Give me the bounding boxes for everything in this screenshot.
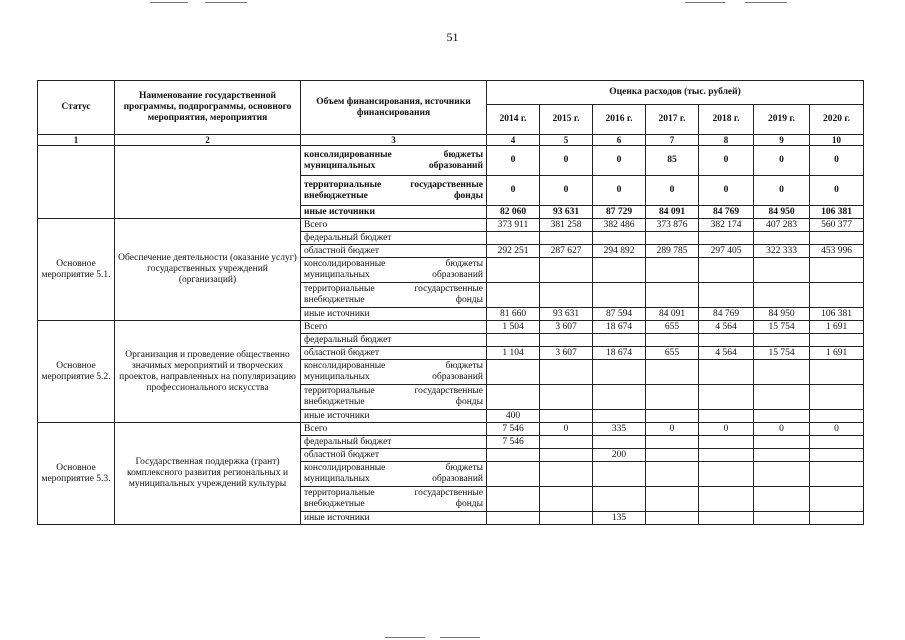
name-cell: Обеспечение деятельности (оказание услуг) государственных учреждений (организаций) (115, 219, 301, 321)
status-cell (38, 146, 115, 219)
value-cell: 0 (593, 176, 646, 206)
value-cell: 18 674 (593, 321, 646, 334)
value-cell (810, 487, 864, 512)
value-cell: 560 377 (810, 219, 864, 232)
value-cell (754, 436, 810, 449)
table-row (38, 219, 864, 232)
value-cell (754, 512, 810, 525)
header-year: 2014 г. (487, 105, 540, 135)
funding-source: консолидированные бюджеты муниципальных образований (301, 462, 487, 487)
funding-source: Всего (301, 321, 487, 334)
funding-source: федеральный бюджет (301, 232, 487, 245)
value-cell (754, 487, 810, 512)
value-cell (810, 334, 864, 347)
value-cell: 15 754 (754, 321, 810, 334)
value-cell: 200 (593, 449, 646, 462)
value-cell (810, 462, 864, 487)
funding-source: иные источники (301, 206, 487, 219)
value-cell: 84 769 (699, 206, 754, 219)
funding-source: Всего (301, 219, 487, 232)
header-estimate: Оценка расходов (тыс. рублей) (487, 81, 864, 105)
value-cell (754, 462, 810, 487)
name-cell (115, 146, 301, 219)
value-cell: 322 333 (754, 245, 810, 258)
funding-source: территориальные государственные внебюджетные фонды (301, 283, 487, 308)
header-year: 2019 г. (754, 105, 810, 135)
value-cell: 655 (646, 347, 699, 360)
value-cell: 407 283 (754, 219, 810, 232)
value-cell: 84 950 (754, 206, 810, 219)
value-cell (646, 487, 699, 512)
funding-source: федеральный бюджет (301, 334, 487, 347)
value-cell: 400 (487, 410, 540, 423)
funding-source: областной бюджет (301, 347, 487, 360)
value-cell (593, 462, 646, 487)
column-index: 6 (593, 135, 646, 146)
value-cell (810, 360, 864, 385)
funding-source: консолидированные бюджеты муниципальных образований (301, 146, 487, 176)
value-cell: 381 258 (540, 219, 593, 232)
value-cell (487, 385, 540, 410)
value-cell: 7 546 (487, 436, 540, 449)
value-cell: 0 (487, 176, 540, 206)
value-cell: 382 486 (593, 219, 646, 232)
value-cell (593, 258, 646, 283)
value-cell: 1 104 (487, 347, 540, 360)
value-cell (754, 232, 810, 245)
column-index: 9 (754, 135, 810, 146)
status-cell: Основное мероприятие 5.2. (38, 321, 115, 423)
funding-source: территориальные государственные внебюджетные фонды (301, 385, 487, 410)
value-cell (593, 436, 646, 449)
value-cell (699, 360, 754, 385)
column-index: 10 (810, 135, 864, 146)
value-cell (699, 385, 754, 410)
value-cell: 0 (810, 176, 864, 206)
value-cell: 655 (646, 321, 699, 334)
value-cell (754, 283, 810, 308)
value-cell: 292 251 (487, 245, 540, 258)
value-cell: 18 674 (593, 347, 646, 360)
value-cell (487, 512, 540, 525)
value-cell: 289 785 (646, 245, 699, 258)
value-cell: 0 (540, 176, 593, 206)
funding-source: областной бюджет (301, 449, 487, 462)
scan-mark (205, 2, 247, 3)
column-index: 5 (540, 135, 593, 146)
value-cell (810, 283, 864, 308)
value-cell: 7 546 (487, 423, 540, 436)
value-cell (646, 462, 699, 487)
status-cell: Основное мероприятие 5.1. (38, 219, 115, 321)
value-cell: 106 381 (810, 206, 864, 219)
value-cell: 0 (810, 423, 864, 436)
value-cell (540, 232, 593, 245)
value-cell: 0 (754, 176, 810, 206)
funding-source: территориальные государственные внебюджетные фонды (301, 176, 487, 206)
header-year: 2015 г. (540, 105, 593, 135)
value-cell: 87 594 (593, 308, 646, 321)
scan-mark (685, 2, 725, 3)
value-cell (754, 334, 810, 347)
column-index: 3 (301, 135, 487, 146)
value-cell (646, 436, 699, 449)
value-cell (699, 232, 754, 245)
value-cell (540, 283, 593, 308)
value-cell (699, 334, 754, 347)
value-cell (699, 410, 754, 423)
value-cell (754, 410, 810, 423)
value-cell (810, 258, 864, 283)
value-cell (699, 436, 754, 449)
value-cell: 0 (754, 423, 810, 436)
value-cell (646, 385, 699, 410)
header-year: 2017 г. (646, 105, 699, 135)
value-cell (487, 283, 540, 308)
value-cell (593, 283, 646, 308)
value-cell (699, 449, 754, 462)
table-row (38, 146, 864, 176)
funding-source: иные источники (301, 512, 487, 525)
scan-mark (440, 637, 480, 638)
page-number: 51 (446, 30, 459, 44)
funding-source: иные источники (301, 308, 487, 321)
value-cell: 3 607 (540, 347, 593, 360)
value-cell (754, 385, 810, 410)
value-cell: 0 (810, 146, 864, 176)
value-cell: 93 631 (540, 308, 593, 321)
value-cell (699, 512, 754, 525)
value-cell (646, 449, 699, 462)
value-cell: 335 (593, 423, 646, 436)
value-cell: 84 950 (754, 308, 810, 321)
value-cell (646, 360, 699, 385)
value-cell (646, 232, 699, 245)
value-cell: 84 769 (699, 308, 754, 321)
value-cell: 106 381 (810, 308, 864, 321)
value-cell (540, 462, 593, 487)
value-cell (487, 487, 540, 512)
value-cell: 85 (646, 146, 699, 176)
value-cell: 1 691 (810, 321, 864, 334)
column-index: 1 (38, 135, 115, 146)
value-cell (699, 487, 754, 512)
value-cell (487, 449, 540, 462)
value-cell: 84 091 (646, 308, 699, 321)
table-row (38, 321, 864, 334)
funding-source: иные источники (301, 410, 487, 423)
value-cell (487, 258, 540, 283)
value-cell: 453 996 (810, 245, 864, 258)
value-cell (646, 283, 699, 308)
value-cell (754, 360, 810, 385)
value-cell (754, 449, 810, 462)
value-cell (540, 410, 593, 423)
column-index: 8 (699, 135, 754, 146)
value-cell: 0 (699, 423, 754, 436)
header-name: Наименование государственной программы, подпрограммы, основного мероприятия, мероприятия (115, 81, 301, 135)
value-cell (810, 385, 864, 410)
value-cell: 297 405 (699, 245, 754, 258)
value-cell (810, 232, 864, 245)
value-cell (487, 462, 540, 487)
header-year: 2018 г. (699, 105, 754, 135)
value-cell (487, 360, 540, 385)
value-cell (593, 334, 646, 347)
value-cell: 87 729 (593, 206, 646, 219)
value-cell: 294 892 (593, 245, 646, 258)
value-cell: 0 (646, 423, 699, 436)
value-cell (754, 258, 810, 283)
header-year: 2016 г. (593, 105, 646, 135)
value-cell (540, 436, 593, 449)
column-index: 4 (487, 135, 540, 146)
value-cell (646, 512, 699, 525)
table-row (38, 423, 864, 436)
value-cell: 373 911 (487, 219, 540, 232)
value-cell (699, 462, 754, 487)
value-cell (540, 449, 593, 462)
value-cell: 4 564 (699, 347, 754, 360)
value-cell (699, 283, 754, 308)
budget-table (37, 80, 864, 525)
value-cell: 81 660 (487, 308, 540, 321)
value-cell: 15 754 (754, 347, 810, 360)
header-funding: Объем финансирования, источники финансирования (301, 81, 487, 135)
funding-source: территориальные государственные внебюджетные фонды (301, 487, 487, 512)
value-cell: 135 (593, 512, 646, 525)
value-cell (646, 334, 699, 347)
funding-source: федеральный бюджет (301, 436, 487, 449)
header-status: Статус (38, 81, 115, 135)
value-cell (540, 385, 593, 410)
value-cell: 3 607 (540, 321, 593, 334)
funding-source: Всего (301, 423, 487, 436)
value-cell: 0 (699, 176, 754, 206)
value-cell: 0 (754, 146, 810, 176)
scan-mark (150, 2, 188, 3)
value-cell: 0 (540, 423, 593, 436)
value-cell (810, 410, 864, 423)
value-cell: 84 091 (646, 206, 699, 219)
value-cell: 82 060 (487, 206, 540, 219)
value-cell: 0 (540, 146, 593, 176)
value-cell: 382 174 (699, 219, 754, 232)
value-cell: 287 627 (540, 245, 593, 258)
header-year: 2020 г. (810, 105, 864, 135)
scan-mark (385, 637, 425, 638)
value-cell (593, 410, 646, 423)
value-cell (540, 360, 593, 385)
value-cell: 1 691 (810, 347, 864, 360)
scan-mark (745, 2, 787, 3)
value-cell: 0 (487, 146, 540, 176)
value-cell: 0 (699, 146, 754, 176)
value-cell: 0 (646, 176, 699, 206)
value-cell (540, 334, 593, 347)
value-cell: 0 (593, 146, 646, 176)
value-cell (699, 258, 754, 283)
funding-source: консолидированные бюджеты муниципальных образований (301, 258, 487, 283)
value-cell (540, 512, 593, 525)
column-index: 2 (115, 135, 301, 146)
value-cell: 373 876 (646, 219, 699, 232)
value-cell (810, 512, 864, 525)
value-cell (487, 232, 540, 245)
value-cell: 93 631 (540, 206, 593, 219)
funding-source: областной бюджет (301, 245, 487, 258)
funding-source: консолидированные бюджеты муниципальных образований (301, 360, 487, 385)
value-cell (593, 360, 646, 385)
value-cell (646, 258, 699, 283)
value-cell (540, 258, 593, 283)
value-cell: 1 504 (487, 321, 540, 334)
column-index: 7 (646, 135, 699, 146)
value-cell (593, 232, 646, 245)
value-cell (593, 487, 646, 512)
status-cell: Основное мероприятие 5.3. (38, 423, 115, 525)
value-cell: 4 564 (699, 321, 754, 334)
value-cell (593, 385, 646, 410)
name-cell: Государственная поддержка (грант) комплексного развития региональных и муниципальных учреждений культуры (115, 423, 301, 525)
value-cell (810, 436, 864, 449)
value-cell (646, 410, 699, 423)
value-cell (810, 449, 864, 462)
value-cell (540, 487, 593, 512)
value-cell (487, 334, 540, 347)
name-cell: Организация и проведение общественно значимых мероприятий и творческих проектов, направленных на популяризацию профессионального искусства (115, 321, 301, 423)
